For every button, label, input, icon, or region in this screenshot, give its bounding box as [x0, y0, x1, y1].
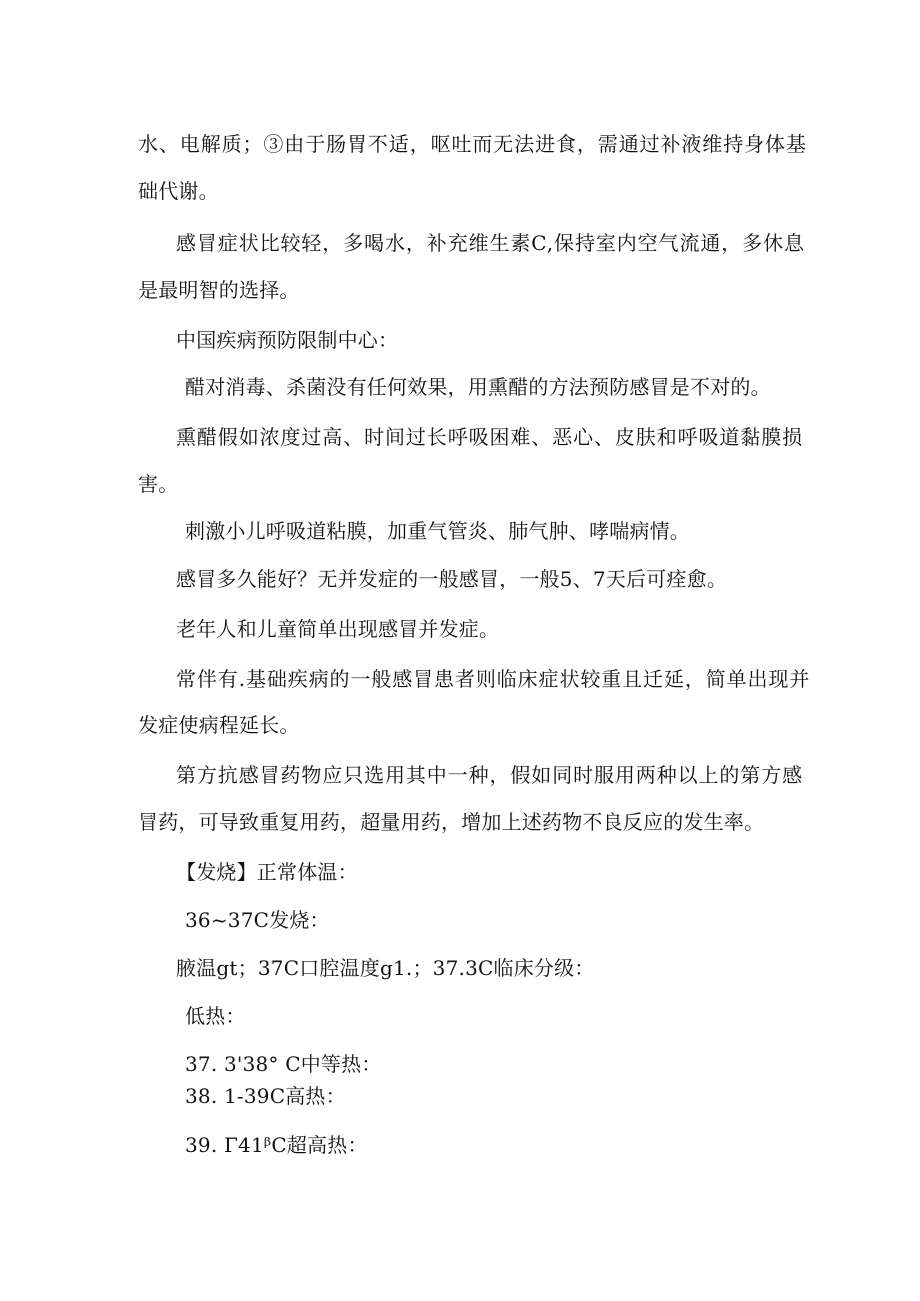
text-line-22: 39. Γ41ᵝC超高热：	[185, 1133, 368, 1157]
text-line-9: 刺激小儿呼吸道粘膜，加重气管炎、肺气肿、哮喘病情。	[185, 519, 690, 543]
text-line-20: 37. 3'38° C中等热：	[185, 1052, 382, 1076]
text-line-13: 发症使病程延长。	[138, 713, 300, 737]
text-line-8: 害。	[138, 472, 179, 496]
text-line-11: 老年人和儿童简单出现感冒并发症。	[176, 617, 500, 641]
text-line-3: 感冒症状比较轻，多喝水，补充维生素C,保持室内空气流通，多休息	[176, 231, 805, 255]
text-line-7: 熏醋假如浓度过高、时间过长呼吸困难、恶心、皮肤和呼吸道黏膜损	[176, 425, 803, 449]
text-line-21: 38. 1-39C高热：	[185, 1084, 346, 1108]
text-line-19: 低热：	[185, 1004, 246, 1028]
text-line-4: 是最明智的选择。	[138, 278, 300, 302]
text-line-5: 中国疾病预防限制中心：	[176, 328, 399, 352]
text-line-15: 冒药，可导致重复用药，超量用药，增加上述药物不良反应的发生率。	[138, 810, 765, 834]
text-line-17: 36~37C发烧：	[185, 908, 330, 932]
text-line-10: 感冒多久能好？无并发症的一般感冒，一般5、7天后可痊愈。	[176, 567, 728, 591]
text-line-1: 水、电解质；③由于肠胃不适，呕吐而无法进食，需通过补液维持身体基	[138, 132, 807, 156]
text-line-12: 常伴有.基础疾病的一般感冒患者则临床症状较重且迁延，简单出现并	[176, 667, 811, 691]
text-line-14: 第方抗感冒药物应只选用其中一种，假如同时服用两种以上的第方感	[176, 763, 803, 787]
text-line-6: 醋对消毒、杀菌没有任何效果，用熏醋的方法预防感冒是不对的。	[185, 375, 771, 399]
text-line-16: 【发烧】正常体温：	[176, 860, 358, 884]
text-line-2: 础代谢。	[138, 179, 219, 203]
text-line-18: 腋温gt；37C口腔温度g1.；37.3C临床分级：	[176, 956, 595, 980]
